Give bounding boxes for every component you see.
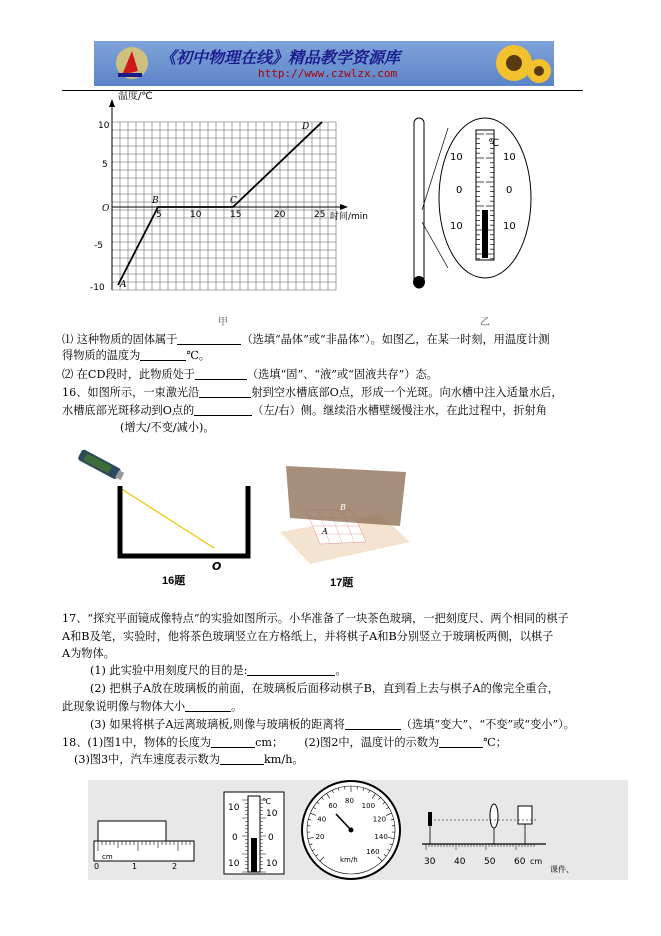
thermo-bottom-right: 10 — [503, 221, 516, 232]
fig16-caption: 16题 — [162, 575, 186, 587]
figure-16-tank — [72, 448, 262, 588]
bench-ticks — [426, 844, 534, 850]
fig17-b-label: B — [340, 503, 346, 512]
thermo2-liquid — [251, 838, 257, 872]
fig17-a-label: A — [322, 527, 328, 536]
q16-blank-side[interactable] — [194, 404, 252, 416]
measured-block — [98, 821, 166, 841]
q15-line3: ⑵ 在CD段时，此物质处于 （选填“固”、“液”或“固液共存”）态。 — [62, 368, 438, 381]
thermometer-figure — [400, 110, 540, 332]
bench-lens — [490, 804, 498, 828]
temperature-time-graph — [90, 91, 369, 330]
bench-tick-40: 40 — [454, 857, 466, 867]
graph-grid — [112, 122, 336, 290]
thermo2-unit: ℃ — [262, 797, 271, 806]
laser-pointer — [77, 449, 125, 482]
thermo2-top-right: 10 — [266, 809, 278, 819]
thermo-bottom-left: 10 — [450, 221, 463, 232]
bench-tick-50: 50 — [484, 857, 496, 867]
q16-blank-path[interactable] — [199, 386, 251, 398]
thermometer-tube — [414, 118, 424, 288]
thermo-top-right: 10 — [503, 152, 516, 163]
speedo-label: 160 — [366, 848, 380, 857]
ruler-tick-1: 1 — [132, 862, 138, 871]
q18-blank-speed[interactable] — [220, 753, 264, 765]
bench-candle — [428, 812, 432, 826]
q16-line1: 16、如图所示，一束激光沿 射到空水槽底部O点，形成一个光斑。向水槽中注入适量水后， — [62, 386, 563, 399]
footer-fragment: 课件、 — [550, 865, 574, 874]
speedo-hub — [349, 828, 354, 833]
q18-blank-temp[interactable] — [439, 736, 483, 748]
speedo-label: 60 — [328, 802, 338, 811]
q15-blank-temp[interactable] — [140, 349, 186, 361]
q17-blank-size[interactable] — [185, 700, 231, 712]
thermo-caption: 乙 — [480, 317, 490, 328]
y-tick-origin: O — [102, 204, 110, 214]
q15-blank-crystal[interactable] — [177, 333, 241, 345]
q17-line2: A和B及笔，实验时，他将茶色玻璃竖立在方格纸上，并将棋子A和B分别竖立于玻璃板两侧，以棋子 — [62, 630, 554, 643]
q15-blank-state[interactable] — [195, 368, 247, 380]
x-tick-20: 20 — [274, 210, 286, 220]
speedometer-figure — [298, 778, 404, 882]
ruler-tick-2: 2 — [172, 862, 178, 871]
speedo-label: 40 — [317, 815, 327, 824]
thermo2-zero-left: 0 — [232, 833, 238, 843]
graph-xlabel: 时间/min — [330, 212, 369, 222]
thermo-top-left: 10 — [450, 152, 463, 163]
point-a-label: A — [120, 280, 127, 290]
thermo2-top-left: 10 — [228, 803, 240, 813]
thermometer-2-figure — [220, 788, 290, 878]
q15-line1: ⑴ 这种物质的固体属于 （选填“晶体”或“非晶体”）。如图乙，在某一时刻，用温度计测 — [62, 333, 550, 346]
speedo-label: 20 — [315, 832, 325, 841]
bench-screen — [518, 806, 532, 824]
q17-sub1: (1) 此实验中用刻度尺的目的是: 。 — [90, 664, 347, 677]
q17-line3: A为物体。 — [62, 647, 115, 660]
q18-blank-length[interactable] — [211, 736, 255, 748]
thermo-zero-right: 0 — [506, 185, 513, 196]
q16-line2: 水槽底部光斑移动到O点的 （左/右）侧。继续沿水槽壁缓慢注水，在此过程中，折射角 — [62, 404, 547, 417]
point-c-label: C — [230, 196, 237, 206]
x-tick-10: 10 — [190, 210, 202, 220]
q17-sub2: (2) 把棋子A放在玻璃板的前面，在玻璃板后面移动棋子B，直到看上去与棋子A的像完全重合， — [90, 682, 559, 695]
speedo-unit: km/h — [340, 856, 358, 864]
speedo-label: 80 — [345, 797, 354, 805]
tank-walls — [120, 486, 248, 556]
optical-bench-figure — [418, 792, 588, 872]
bench-stands — [430, 824, 525, 844]
q17-blank-distance[interactable] — [345, 718, 401, 730]
thermo-zero-left: 0 — [456, 185, 463, 196]
fig17-caption: 17题 — [330, 577, 354, 589]
ruler-unit: cm — [102, 853, 113, 861]
y-axis-arrow — [109, 99, 115, 107]
thermometer-bulb — [413, 276, 425, 288]
y-tick-5: 5 — [102, 160, 108, 170]
graph-caption: 甲 — [218, 317, 228, 328]
ruler-figure — [90, 815, 200, 870]
tea-glass-plate — [286, 466, 406, 526]
laser-beam — [120, 488, 214, 548]
bench-unit: cm — [530, 857, 543, 866]
point-d-label: D — [302, 122, 310, 132]
q18-line2: (3)图3中，汽车速度表示数为 km/h。 — [74, 753, 304, 766]
q15-line2: 得物质的温度为 ℃。 — [62, 349, 211, 362]
bench-tick-60: 60 — [514, 857, 526, 867]
figure-17-mirror — [270, 462, 420, 590]
fig16-o-label: O — [212, 560, 222, 573]
graph-curve — [118, 122, 322, 285]
q17-blank-ruler[interactable] — [247, 664, 335, 676]
point-b-label: B — [152, 196, 159, 206]
thermo2-zero-right: 0 — [268, 833, 274, 843]
y-tick-neg10: -10 — [90, 283, 105, 293]
y-tick-neg5: -5 — [94, 241, 103, 251]
bench-tick-30: 30 — [424, 857, 436, 867]
thermo2-bottom-left: 10 — [228, 859, 240, 869]
ruler-tick-0: 0 — [94, 862, 100, 871]
speedo-label: 140 — [374, 832, 388, 841]
x-tick-5: 5 — [156, 210, 162, 220]
graph-ylabel: 温度/℃ — [118, 91, 153, 102]
q17-line1: 17、“探究平面镜成像特点”的实验如图所示。小华准备了一块茶色玻璃，一把刻度尺、两个相同的棋子 — [62, 612, 569, 625]
q17-sub3: (3) 如果将棋子A远离玻璃板,则像与玻璃板的距离将 （选填“变大”、“不变”或“变小”）。 — [90, 718, 575, 731]
y-tick-10: 10 — [98, 121, 110, 131]
x-axis-arrow — [340, 204, 348, 210]
thermo2-bottom-right: 10 — [266, 859, 278, 869]
x-tick-25: 25 — [314, 210, 326, 220]
banner-url: http://www.czwlzx.com — [258, 67, 398, 80]
q16-line3: (增大/不变/减小)。 — [120, 421, 215, 434]
speedo-label: 120 — [372, 815, 387, 824]
thermo-unit: ℃ — [488, 138, 500, 149]
q18-line1: 18、(1)图1中，物体的长度为 cm； (2)图2中，温度计的示数为 ℃； — [62, 736, 507, 749]
zoom-liquid — [482, 210, 488, 258]
q17-sub2-cont: 此现象说明像与物体大小 。 — [62, 700, 243, 713]
speedo-label: 100 — [361, 802, 376, 811]
banner-title: 《初中物理在线》精品教学资源库 — [160, 48, 401, 67]
x-tick-15: 15 — [230, 210, 242, 220]
